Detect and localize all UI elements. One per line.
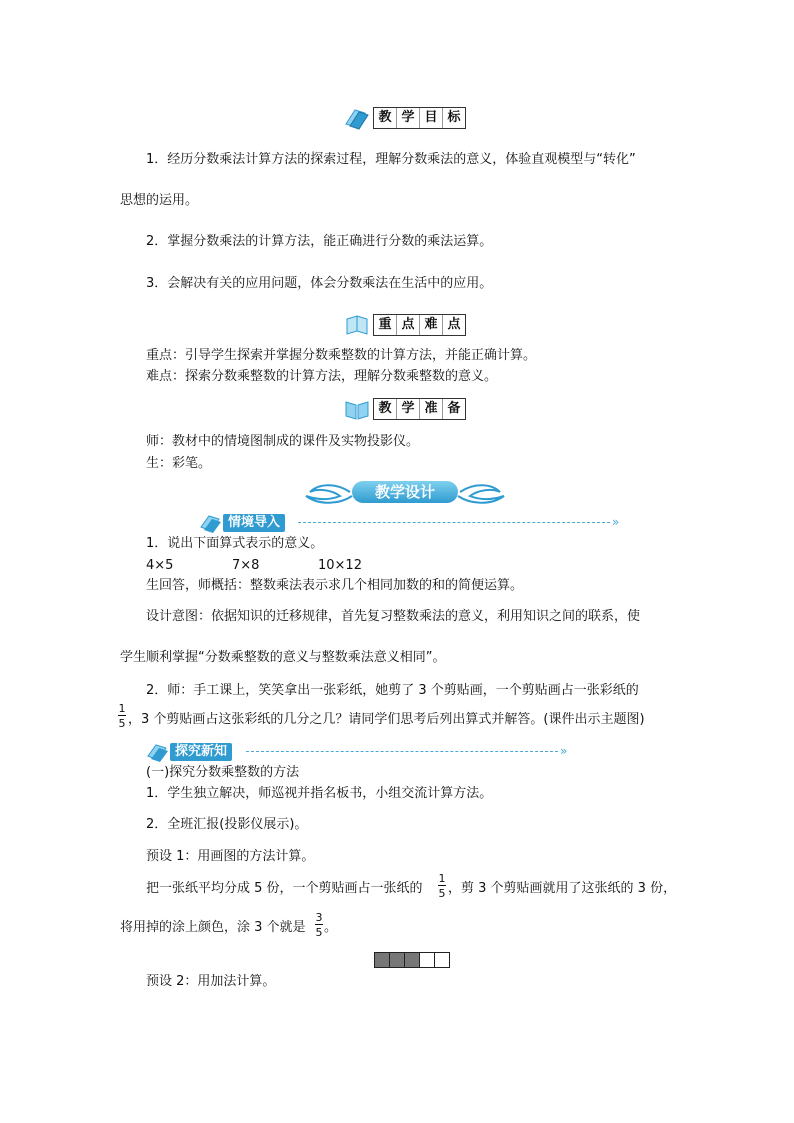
dashed-divider [298, 522, 610, 523]
section-heading-key-points [343, 313, 466, 337]
objective-3: 3．会解决有关的应用问题，体会分数乘法在生活中的应用。 [146, 276, 493, 291]
book-stack-icon [146, 742, 170, 762]
subsection-explore [146, 742, 232, 762]
section-char: 目 [420, 108, 443, 128]
fraction-bar [438, 885, 446, 886]
section-char: 标 [443, 108, 465, 128]
open-book-icon [343, 397, 371, 421]
section-char: 点 [443, 315, 465, 335]
intro-question-2-line1: 2．师：手工课上，笑笑拿出一张彩纸，她剪了 3 个剪贴画，一个剪贴画占一张彩纸的 [146, 683, 639, 698]
subsection-label: 探究新知 [170, 743, 232, 761]
explore-step-1: 1．学生独立解决，师巡视并指名板书，小组交流计算方法。 [146, 786, 493, 801]
preset-2-title: 预设 2：用加法计算。 [146, 974, 276, 989]
preset-1-line2: 将用掉的涂上颜色，涂 3 个就是 [120, 920, 306, 935]
explore-part-title: (一)探究分数乘整数的方法 [146, 765, 300, 780]
section-char: 重 [374, 315, 397, 335]
double-chevron-icon: » [612, 515, 620, 529]
intro-question-1: 1．说出下面算式表示的意义。 [146, 536, 324, 551]
section-title-box [373, 107, 466, 129]
section-char: 准 [420, 399, 443, 419]
subsection-intro [199, 513, 285, 533]
fraction-numerator: 1 [118, 702, 126, 715]
strip-cell-empty [435, 953, 449, 967]
prep-student: 生：彩笔。 [146, 456, 212, 471]
section-char: 备 [443, 399, 465, 419]
section-char: 难 [420, 315, 443, 335]
expression-1: 4×5 [146, 558, 174, 573]
strip-cell-shaded [390, 953, 405, 967]
intro-answer: 生回答，师概括：整数乘法表示求几个相同加数的和的简便运算。 [146, 578, 524, 593]
section-char: 教 [374, 399, 397, 419]
preset-1-title: 预设 1：用画图的方法计算。 [146, 849, 315, 864]
fraction-denominator: 5 [315, 926, 323, 939]
fraction-bar [315, 924, 323, 925]
dashed-divider [246, 751, 558, 752]
key-focus: 重点：引导学生探索并掌握分数乘整数的计算方法，并能正确计算。 [146, 348, 537, 363]
design-intent-line2: 学生顺利掌握“分数乘整数的意义与整数乘法意义相同”。 [120, 650, 446, 665]
fraction-strip-diagram [374, 952, 450, 968]
expression-2: 7×8 [232, 558, 260, 573]
fraction-denominator: 5 [118, 717, 126, 730]
intro-question-2-line2: ，3 个剪贴画占这张彩纸的几分之几？请同学们思考后列出算式并解答。(课件出示主题图) [128, 712, 645, 727]
book-icon [343, 313, 371, 337]
lesson-design-banner [300, 478, 510, 508]
fraction-numerator: 3 [315, 911, 323, 924]
section-title-box [373, 398, 466, 420]
design-intent-line1: 设计意图：依据知识的迁移规律，首先复习整数乘法的意义，利用知识之间的联系，使 [146, 609, 641, 624]
prep-teacher: 师：教材中的情境图制成的课件及实物投影仪。 [146, 434, 420, 449]
preset-1-text-a: 把一张纸平均分成 5 份，一个剪贴画占一张纸的 [146, 881, 423, 896]
objective-2: 2．掌握分数乘法的计算方法，能正确进行分数的乘法运算。 [146, 234, 493, 249]
banner-title: 教学设计 [352, 481, 458, 503]
section-heading-preparation [343, 397, 466, 421]
section-heading-objectives [343, 106, 466, 130]
book-stack-icon [199, 513, 223, 533]
explore-step-2: 2．全班汇报(投影仪展示)。 [146, 817, 308, 832]
strip-cell-shaded [375, 953, 390, 967]
books-icon [343, 106, 371, 130]
section-char: 点 [397, 315, 420, 335]
fraction-denominator: 5 [438, 887, 446, 900]
section-char: 学 [397, 399, 420, 419]
section-title-box [373, 314, 466, 336]
preset-1-text-b: ，剪 3 个剪贴画就用了这张纸的 3 份， [448, 881, 677, 896]
double-chevron-icon: » [560, 744, 568, 758]
subsection-label: 情境导入 [223, 514, 285, 532]
objective-1-line1: 1．经历分数乘法计算方法的探索过程，理解分数乘法的意义，体验直观模型与“转化” [146, 152, 636, 167]
section-char: 学 [397, 108, 420, 128]
section-char: 教 [374, 108, 397, 128]
preset-1-end: 。 [324, 920, 338, 935]
key-difficulty: 难点：探索分数乘整数的计算方法，理解分数乘整数的意义。 [146, 369, 498, 384]
strip-cell-shaded [405, 953, 420, 967]
expression-3: 10×12 [318, 558, 362, 573]
objective-1-line2: 思想的运用。 [120, 193, 199, 208]
fraction-numerator: 1 [438, 872, 446, 885]
fraction-bar [118, 715, 126, 716]
strip-cell-empty [420, 953, 435, 967]
